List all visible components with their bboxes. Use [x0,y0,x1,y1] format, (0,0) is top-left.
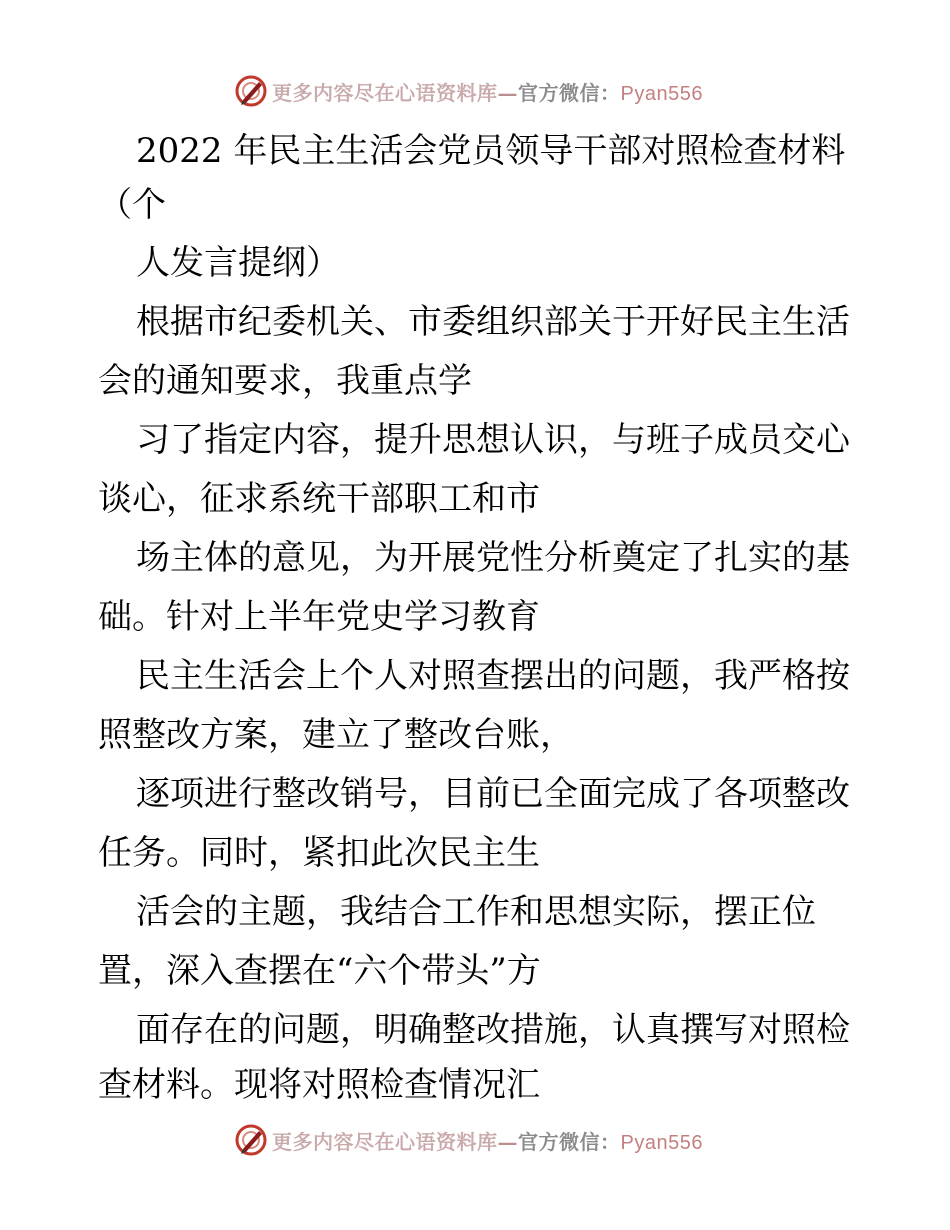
paragraph-line: 任务。同时，紧扣此次民主生 [98,833,540,873]
watermark-main-text: 更多内容尽在心语资料库 [272,80,498,105]
paragraph-line: 础。针对上半年党史学习教育 [98,597,540,637]
watermark-main-text: 更多内容尽在心语资料库 [272,1129,498,1154]
document-title-line-3: 人发言提纲） [136,243,340,283]
paragraph-line: 民主生活会上个人对照查摆出的问题，我严格按 [136,656,850,696]
watermark-official-label: 官方微信： [518,1129,621,1154]
paragraph-line: 活会的主题，我结合工作和思想实际，摆正位 [136,892,816,932]
document-title-line-1: 2022 年民主生活会党员领导干部对照检查材料 [136,131,846,171]
watermark-dash: — [497,80,518,105]
pen-circle-logo-icon [234,74,268,108]
paragraph-line: 面存在的问题，明确整改措施，认真撰写对照检 [136,1010,850,1050]
paragraph-line: 查材料。现将对照检查情况汇 [98,1065,540,1105]
watermark-wechat-id: Pyan556 [620,1131,703,1154]
paragraph-line: 谈心，征求系统干部职工和市 [98,479,540,519]
watermark-official-label: 官方微信： [518,80,621,105]
paragraph-line: 根据市纪委机关、市委组织部关于开好民主生活 [136,302,850,342]
watermark-wechat-id: Pyan556 [620,82,703,105]
watermark-dash: — [497,1129,518,1154]
header-watermark [234,73,703,109]
paragraph-line: 置，深入查摆在“六个带头”方 [98,951,541,991]
pen-circle-logo-icon [234,1123,268,1157]
paragraph-line: 会的通知要求，我重点学 [98,361,472,401]
footer-watermark [234,1122,703,1158]
paragraph-line: 场主体的意见，为开展党性分析奠定了扎实的基 [136,538,850,578]
paragraph-line: 照整改方案，建立了整改台账， [98,715,574,755]
paragraph-line: 逐项进行整改销号，目前已全面完成了各项整改 [136,774,850,814]
document-title-line-2: （个 [98,185,166,225]
paragraph-line: 习了指定内容，提升思想认识，与班子成员交心 [136,420,850,460]
